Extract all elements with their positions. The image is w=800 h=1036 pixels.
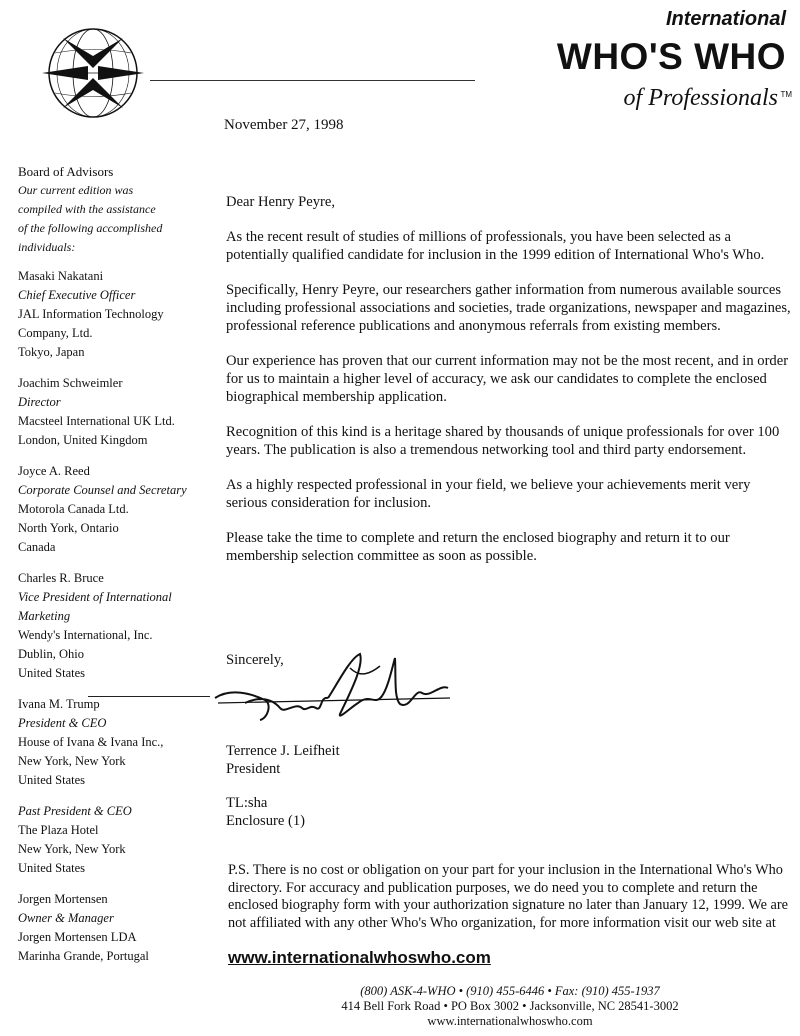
advisor-line: London, United Kingdom	[18, 433, 148, 447]
letter-paragraph: Our experience has proven that our current information may not be the most recent, and in order for us to maintain a higher level of accuracy, we ask our candidates to complete the enclosed biographical membership application.	[226, 353, 789, 405]
advisor-line: Charles R. Bruce	[18, 571, 104, 585]
advisor-line: JAL Information Technology	[18, 307, 164, 321]
header-rule	[150, 80, 475, 81]
brand-top-line: International	[665, 8, 786, 30]
letter-paragraph: Specifically, Henry Peyre, our researchers gather information from numerous available sources including professional associations and societies, trade organizations, newspaper and magazines, professional reference publications and anonymous referrals from existing members.	[226, 282, 791, 334]
advisor-role: Chief Executive Officer	[18, 288, 136, 302]
advisor-line: Jorgen Mortensen	[18, 892, 108, 906]
footer	[300, 984, 720, 1029]
advisor-line: New York, New York	[18, 754, 126, 768]
advisor-line: United States	[18, 666, 86, 680]
postscript: P.S. There is no cost or obligation on your part for your inclusion in the International Who's Who directory. For accuracy and publication purposes, we do need you to complete and return the enclosed biography form with your authorization signature no later than January 12, 1999. We are not affiliated with any other Who's Who organization, for more information visit our web site at	[228, 862, 788, 931]
advisor-line: Canada	[18, 540, 56, 554]
advisor-role: Owner & Manager	[18, 911, 114, 925]
advisor-entry	[18, 374, 208, 450]
advisor-line: Macsteel International UK Ltd.	[18, 414, 175, 428]
advisor-line: New York, New York	[18, 842, 126, 856]
advisor-line: Dublin, Ohio	[18, 647, 84, 661]
trademark-mark: TM	[780, 90, 792, 99]
advisor-line: Joyce A. Reed	[18, 464, 90, 478]
advisor-line: Company, Ltd.	[18, 326, 93, 340]
advisor-entry	[18, 695, 208, 790]
footer-address: 414 Bell Fork Road • PO Box 3002 • Jacksonville, NC 28541-3002	[341, 999, 679, 1013]
advisor-entry	[18, 267, 208, 362]
advisor-entry	[18, 462, 208, 557]
advisor-line: Tokyo, Japan	[18, 345, 85, 359]
advisors-title: Board of Advisors	[18, 164, 114, 179]
advisor-entry	[18, 569, 208, 683]
letter-paragraph: As the recent result of studies of millions of professionals, you have been selected as a potentially qualified candidate for inclusion in the 1999 edition of International Who's Who.	[226, 229, 765, 263]
advisor-line: United States	[18, 861, 86, 875]
advisor-line: Joachim Schweimler	[18, 376, 123, 390]
advisor-role: Marketing	[18, 609, 71, 623]
advisor-line: Jorgen Mortensen LDA	[18, 930, 137, 944]
advisor-line: House of Ivana & Ivana Inc.,	[18, 735, 164, 749]
signer-block	[226, 742, 340, 778]
advisor-line: Marinha Grande, Portugal	[18, 949, 149, 963]
advisor-line: North York, Ontario	[18, 521, 119, 535]
footer-phones: (800) ASK-4-WHO • (910) 455-6446 • Fax: (910) 455-1937	[360, 984, 660, 998]
signature-rule	[88, 696, 210, 697]
intro-line: Our current edition was	[18, 183, 134, 197]
board-of-advisors	[18, 162, 208, 966]
letter-date: November 27, 1998	[224, 117, 344, 133]
advisor-line: Motorola Canada Ltd.	[18, 502, 129, 516]
initials: TL:sha	[226, 795, 268, 811]
advisor-line: Masaki Nakatani	[18, 269, 104, 283]
letter-body	[226, 193, 792, 582]
reference-block	[226, 794, 305, 830]
closing: Sincerely,	[226, 652, 284, 668]
intro-line: of the following accomplished	[18, 221, 163, 235]
advisor-line: The Plaza Hotel	[18, 823, 99, 837]
advisor-line: Wendy's International, Inc.	[18, 628, 153, 642]
signer-name: Terrence J. Leifheit	[226, 743, 340, 759]
advisor-entry	[18, 802, 208, 878]
advisor-role: Vice President of International	[18, 590, 172, 604]
advisor-role: Corporate Counsel and Secretary	[18, 483, 187, 497]
enclosure-note: Enclosure (1)	[226, 813, 306, 829]
advisor-line: United States	[18, 773, 86, 787]
letter-paragraph: Please take the time to complete and return the enclosed biography and return it to our membership selection committee as soon as possible.	[226, 530, 730, 564]
advisor-role: Director	[18, 395, 61, 409]
signer-title: President	[226, 761, 281, 777]
intro-line: individuals:	[18, 240, 76, 254]
salutation: Dear Henry Peyre,	[226, 194, 335, 210]
advisor-role: Past President & CEO	[18, 804, 132, 818]
intro-line: compiled with the assistance	[18, 202, 156, 216]
letter-paragraph: As a highly respected professional in your field, we believe your achievements merit very serious consideration for inclusion.	[226, 477, 751, 511]
handwritten-signature	[210, 648, 460, 738]
advisor-entry	[18, 890, 208, 966]
brand-subtitle: of Professionals	[623, 85, 778, 111]
footer-web: www.internationalwhoswho.com	[427, 1014, 593, 1028]
letter-paragraph: Recognition of this kind is a heritage shared by thousands of unique professionals for over 100 years. The publication is also a tremendous networking tool and third party endorsement.	[226, 424, 780, 458]
brand-name: WHO'S WHO	[556, 36, 786, 77]
globe-logo-icon	[38, 18, 148, 128]
advisor-role: President & CEO	[18, 716, 107, 730]
advisor-line: Ivana M. Trump	[18, 697, 100, 711]
advisors-intro	[18, 181, 208, 257]
website-link[interactable]: www.internationalwhoswho.com	[228, 948, 491, 967]
advisor-list	[18, 267, 208, 966]
